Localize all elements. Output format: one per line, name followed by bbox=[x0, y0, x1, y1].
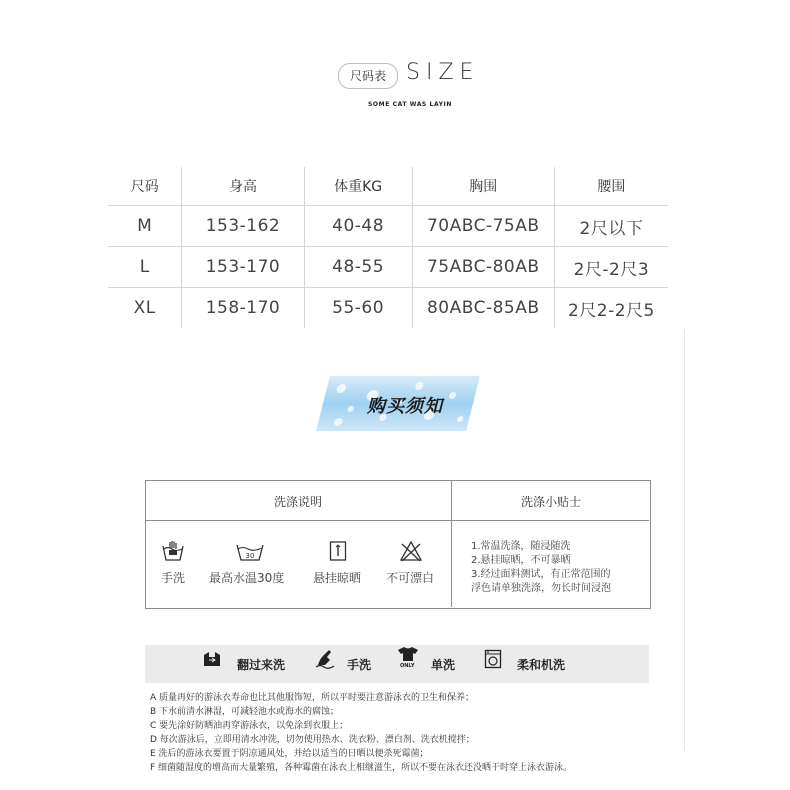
care-note: C 要先涂好防晒油再穿游泳衣，以免涂到衣服上； bbox=[150, 721, 349, 731]
care-note: E 洗后的游泳衣要置于阴凉通风处，并给以适当的日晒以便杀死霉菌； bbox=[150, 749, 429, 759]
hand-wash-icon bbox=[161, 540, 185, 562]
table-cell: M bbox=[108, 206, 182, 247]
column-header: 尺码 bbox=[108, 167, 182, 206]
brand-subtitle: SOME CAT WAS LAYIN bbox=[368, 101, 453, 108]
table-cell: 75ABC-80AB bbox=[412, 247, 554, 288]
size-table bbox=[108, 167, 668, 328]
care-label-hang-dry: 悬挂晾晒 bbox=[313, 571, 362, 585]
table-cell: 153-162 bbox=[182, 206, 304, 247]
divider bbox=[145, 520, 649, 521]
table-header-row bbox=[108, 167, 668, 206]
table-cell: 40-48 bbox=[304, 206, 412, 247]
care-note: A 质量再好的游泳衣寿命也比其他服饰短，所以平时要注意游泳衣的卫生和保养； bbox=[150, 693, 475, 703]
care-note: B 下水前清水淋湿，可减轻池水或海水的腐蚀； bbox=[150, 707, 340, 717]
column-header: 腰围 bbox=[554, 167, 668, 206]
washing-tip: 浮色请单独洗涤，勿长时间浸泡 bbox=[471, 583, 611, 594]
size-title: SIZE bbox=[406, 60, 480, 85]
washing-tips-title: 洗涤小贴士 bbox=[520, 495, 581, 509]
hand-wash-icon bbox=[315, 648, 335, 670]
method-label-wash-separately: 单洗 bbox=[431, 658, 456, 672]
washing-tip: 3.经过面料测试，有正常范围的 bbox=[471, 569, 611, 580]
column-header: 体重KG bbox=[304, 167, 412, 206]
notice-banner-title: 购买须知 bbox=[367, 396, 443, 417]
size-chart-badge: 尺码表 bbox=[338, 63, 398, 89]
care-label-hand-wash: 手洗 bbox=[161, 571, 186, 585]
method-label-hand-wash: 手洗 bbox=[347, 658, 372, 672]
wash-30-icon bbox=[235, 540, 265, 562]
divider bbox=[684, 330, 685, 750]
care-label-max-temp: 最高水温30度 bbox=[209, 571, 285, 585]
table-cell: 2尺2-2尺5 bbox=[554, 288, 668, 329]
table-row bbox=[108, 288, 668, 329]
care-note: F 细菌随湿度的增高而大量繁殖，各种霉菌在泳衣上相继滋生，所以不要在泳衣还没晒干时穿上泳衣游泳。 bbox=[150, 763, 573, 773]
table-cell: 158-170 bbox=[182, 288, 304, 329]
table-cell: 2尺以下 bbox=[554, 206, 668, 247]
no-bleach-icon bbox=[399, 540, 423, 562]
table-cell: 70ABC-75AB bbox=[412, 206, 554, 247]
column-header: 身高 bbox=[182, 167, 304, 206]
table-row bbox=[108, 247, 668, 288]
method-label-inside-out: 翻过来洗 bbox=[237, 658, 286, 672]
table-cell: L bbox=[108, 247, 182, 288]
wash-temperature-text: 30 bbox=[245, 552, 255, 560]
table-cell: 48-55 bbox=[304, 247, 412, 288]
table-cell: 55-60 bbox=[304, 288, 412, 329]
washing-tip: 1.常温洗涤，随浸随洗 bbox=[471, 541, 571, 552]
gentle-machine-wash-icon bbox=[484, 649, 502, 669]
wash-separately-icon bbox=[397, 646, 419, 662]
table-cell: 80ABC-85AB bbox=[412, 288, 554, 329]
column-header: 胸围 bbox=[412, 167, 554, 206]
hang-dry-icon bbox=[329, 540, 347, 562]
method-label-gentle-machine-wash: 柔和机洗 bbox=[517, 658, 566, 672]
care-note: D 每次游泳后，立即用清水冲洗，切勿使用热水、洗衣粉、漂白剂、洗衣机搅拌； bbox=[150, 735, 475, 745]
only-caption: ONLY bbox=[400, 663, 415, 669]
table-row bbox=[108, 206, 668, 247]
table-cell: 2尺-2尺3 bbox=[554, 247, 668, 288]
table-cell: 153-170 bbox=[182, 247, 304, 288]
inside-out-icon bbox=[203, 651, 221, 667]
table-cell: XL bbox=[133, 298, 156, 318]
care-label-no-bleach: 不可漂白 bbox=[386, 571, 435, 585]
washing-instructions-title: 洗涤说明 bbox=[273, 495, 322, 509]
washing-tip: 2.悬挂晾晒，不可暴晒 bbox=[471, 555, 571, 566]
